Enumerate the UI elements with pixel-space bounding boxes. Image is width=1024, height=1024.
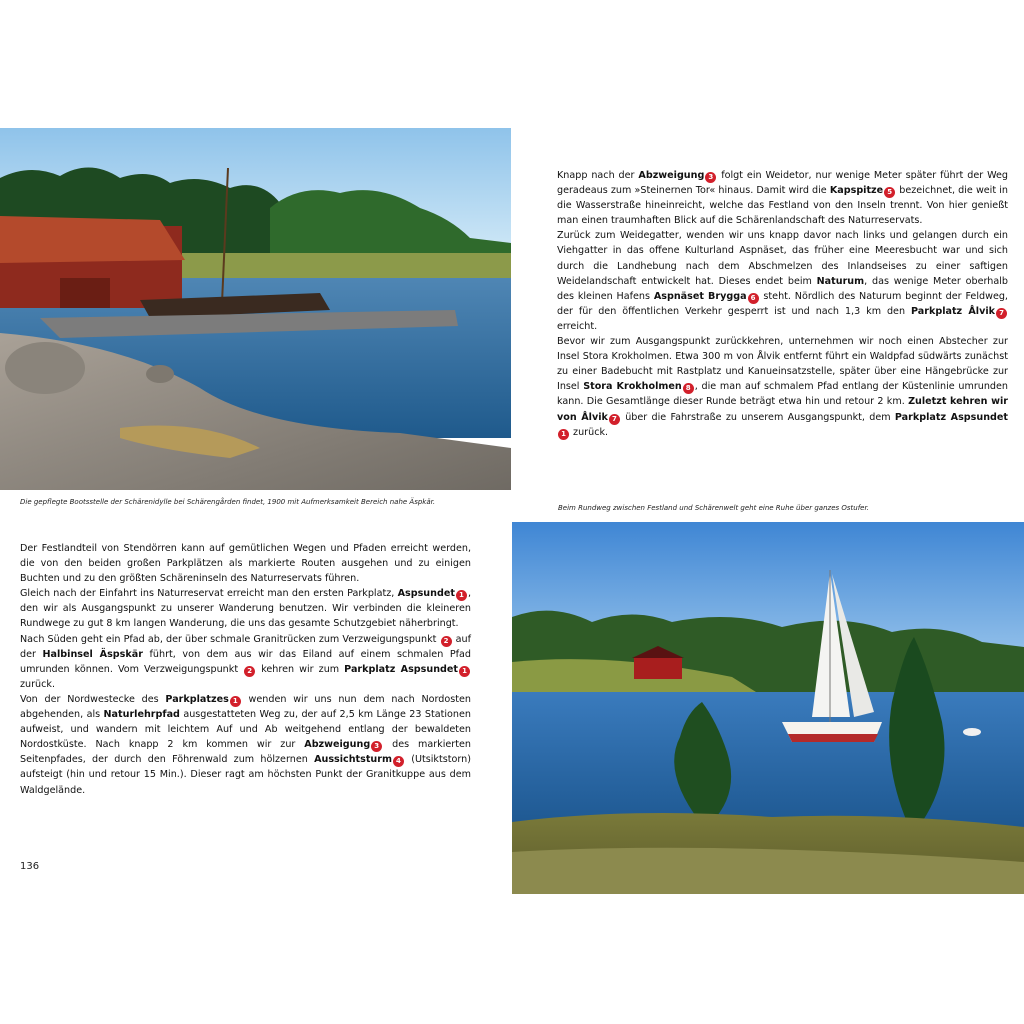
- place-name: Aspsundet: [397, 588, 455, 600]
- place-name: Naturlehrpfad: [103, 709, 180, 721]
- place-name: Abzweigung: [304, 739, 371, 751]
- paragraph: Nach Süden geht ein Pfad ab, der über schmale Granitrücken zum Verzweigungspunkt 2 auf der Halbinsel Äspskär führt, von dem aus wir das Eiland auf einem schmalen Pfad umrunden können. Vom Verzweigungspunkt 2 kehren wir zum Parkplatz Aspsundet 1 zurück.: [20, 633, 471, 690]
- place-name: Naturum: [816, 275, 865, 287]
- waypoint-marker: 3: [705, 172, 716, 183]
- waypoint-marker: 2: [441, 636, 452, 647]
- paragraph: Der Festlandteil von Stendörren kann auf gemütlichen Wegen und Pfaden erreicht werden, die von den beiden großen Parkplätzen als markierte Routen ausgehen und zu einigen Buchten und zu den größten Schäreninseln des Naturreservats führen.: [20, 543, 471, 585]
- text-column-left: [20, 541, 471, 798]
- page-number: 136: [20, 861, 40, 872]
- place-name: Kapspitze: [829, 185, 884, 197]
- waypoint-marker: 1: [459, 666, 470, 677]
- place-name: Halbinsel Äspskär: [42, 648, 143, 660]
- place-name: Parkplatzes: [165, 693, 229, 705]
- waypoint-marker: 4: [393, 756, 404, 767]
- waypoint-marker: 8: [683, 383, 694, 394]
- waypoint-marker: 7: [996, 308, 1007, 319]
- waypoint-marker: 1: [558, 429, 569, 440]
- waypoint-marker: 7: [609, 414, 620, 425]
- place-name: Parkplatz Aspsundet: [344, 663, 459, 675]
- place-name: Abzweigung: [638, 170, 705, 181]
- text-column-right: [557, 168, 1008, 440]
- place-name: Parkplatz Aspsundet: [894, 411, 1008, 423]
- paragraph: Zurück zum Weidegatter, wenden wir uns knapp davor nach links und gelangen durch ein Viehgatter in das offene Kulturland Aspnäset, das früher eine Meeresbucht war und sich durch die Landhebung nach dem Abschmelzen des Inlandseises zu einer saftigen Weidelandschaft entwickelt hat. Dieses endet beim Naturum, das wenige Meter oberhalb des kleinen Hafens Aspnäset Brygga 6 steht. Nördlich des Naturum beginnt der Feldweg, der für den öffentlichen Verkehr gesperrt ist und nach 1,3 km den Parkplatz Ålvik 7 erreicht.: [557, 230, 1008, 332]
- photo-caption-2: Beim Rundweg zwischen Festland und Schärenwelt geht eine Ruhe über ganzes Ostufer.: [558, 504, 869, 512]
- place-name: Aspnäset Brygga: [653, 290, 747, 302]
- waypoint-marker: 1: [230, 696, 241, 707]
- place-name: Zuletzt kehren wir von Ålvik: [557, 396, 1008, 423]
- place-name: Stora Krokholmen: [583, 381, 682, 393]
- paragraph: Von der Nordwestecke des Parkplatzes 1 wenden wir uns nun dem nach Nordosten abgehenden, als Naturlehrpfad ausgestatteten Weg zu, der auf 2,5 km Länge 23 Stationen aufweist, und wandern mit leichtem Auf und Ab weitgehend entlang der bewaldeten Nordostküste. Nach knapp 2 km kommen wir zur Abzweigung 3 des markierten Seitenpfades, der durch den Föhrenwald zum hölzernen Aussichtsturm 4 (Utsiktstorn) aufsteigt (hin und retour 15 Min.). Dieser ragt am höchsten Punkt der Granitkuppe aus dem Waldgelände.: [20, 693, 471, 796]
- place-name: Aussichtsturm: [314, 754, 392, 766]
- waypoint-marker: 3: [371, 741, 382, 752]
- paragraph: Bevor wir zum Ausgangspunkt zurückkehren, unternehmen wir noch einen Abstecher zur Insel Stora Krokholmen. Etwa 300 m von Ålvik entfernt führt ein Waldpfad südwärts zunächst zu einer Badebucht mit Rastplatz und Kanueinsatzstelle, später über eine Hängebrücke zur Insel Stora Krokholmen 8 , die man auf schmalem Pfad entlang der Küstenlinie umrunden kann. Die Gesamtlänge dieser Runde beträgt etwa hin und retour 2 km. Zuletzt kehren wir von Ålvik 7 über die Fahrstraße zu unserem Ausgangspunkt, dem Parkplatz Aspsundet1 zurück.: [557, 336, 1008, 438]
- place-name: Parkplatz Ålvik: [910, 305, 996, 317]
- paragraph: Gleich nach der Einfahrt ins Naturreservat erreicht man den ersten Parkplatz, Aspsundet 1 , den wir als Ausgangspunkt zu unserer Wanderung benutzen. Wir verbinden die kleineren Rundwege zu gut 8 km langen Wanderung, die uns das gesamte Schutzgebiet näherbringt.: [20, 588, 471, 630]
- waypoint-marker: 1: [456, 590, 467, 601]
- waypoint-marker: 6: [748, 293, 759, 304]
- photo-sailboat: [512, 522, 1024, 894]
- waypoint-marker: 5: [884, 187, 895, 198]
- paragraph: Knapp nach der Abzweigung 3 folgt ein Weidetor, nur wenige Meter später führt der Weg geradeaus zum »Steinernen Tor« hinaus. Damit wird die Kapspitze 5 bezeichnet, die weit in die Wasserstraße hineinreicht, welche das Festland von den Inseln trennt. Von hier genießt man einen traumhaften Blick auf die Schärenlandschaft des Naturreservats.: [557, 170, 1008, 227]
- photo-boathouse-dock: [0, 128, 511, 490]
- waypoint-marker: 2: [244, 666, 255, 677]
- photo-caption-1: Die gepflegte Bootsstelle der Schärenidylle bei Schärengården findet, 1900 mit Aufmerksamkeit Bereich nahe Äspkär.: [20, 498, 436, 506]
